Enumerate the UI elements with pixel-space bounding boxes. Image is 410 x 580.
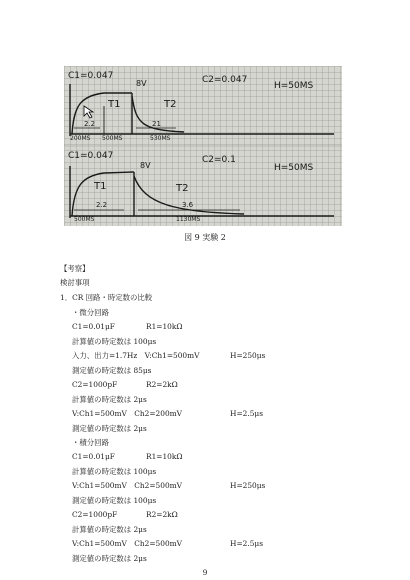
- top-right-time: 530MS: [150, 135, 171, 142]
- diff-h-setting: H=250μs: [230, 351, 266, 360]
- top-t2-label: T2: [164, 99, 177, 110]
- bottom-right-time: 1130MS: [176, 216, 201, 223]
- diff-r2: R2=2kΩ: [146, 380, 178, 389]
- diff-h-setting-2: H=2.5μs: [230, 409, 263, 418]
- top-h-label: H=50MS: [274, 81, 314, 91]
- int-row5: [72, 510, 178, 519]
- int-row2: 計算値の時定数は 100μs: [72, 467, 157, 476]
- bottom-t2-label: T2: [176, 183, 189, 194]
- page-number: 9: [202, 568, 208, 577]
- bottom-c1-label: C1=0.047: [68, 151, 114, 161]
- top-c1-label: C1=0.047: [68, 71, 114, 81]
- top-c2-label: C2=0.047: [202, 75, 248, 85]
- int-c1: C1=0.01μF: [72, 452, 115, 461]
- bottom-c2-label: C2=0.1: [202, 155, 236, 165]
- top-t2-value: 21: [152, 120, 161, 128]
- int-h-setting-2: H=2.5μs: [230, 539, 263, 548]
- top-t1-value: 2.2: [84, 120, 96, 128]
- diff-c1: C1=0.01μF: [72, 322, 115, 331]
- diff-row4: 測定値の時定数は 85μs: [72, 366, 152, 375]
- int-title: ・積分回路: [72, 438, 109, 447]
- bottom-t1-label: T1: [94, 181, 107, 192]
- int-row3: [72, 481, 266, 490]
- int-row8: 測定値の時定数は 2μs: [72, 554, 147, 563]
- diff-row8: 測定値の時定数は 2μs: [72, 424, 147, 433]
- int-row1: [72, 452, 183, 461]
- diff-row3: [72, 351, 266, 360]
- graph-photo: [64, 66, 342, 226]
- bottom-left-time: 500MS: [74, 216, 95, 223]
- top-left-time: 200MS: [70, 135, 91, 142]
- diff-input-settings: 入力、出力=1.7Hz V:Ch1=500mV: [72, 351, 200, 360]
- diff-row6: 計算値の時定数は 2μs: [72, 395, 147, 404]
- top-t1-label: T1: [108, 99, 121, 110]
- int-row6: 計算値の時定数は 2μs: [72, 525, 147, 534]
- diff-row7: [72, 409, 263, 418]
- top-v-label: 8V: [136, 79, 147, 88]
- int-row7: [72, 539, 263, 548]
- section-subheading: 検討事項: [60, 278, 90, 287]
- int-ch-settings-2: V:Ch1=500mV Ch2=500mV: [72, 539, 182, 548]
- int-r1: R1=10kΩ: [146, 452, 183, 461]
- bottom-v-label: 8V: [140, 161, 151, 170]
- int-c2: C2=1000pF: [72, 510, 118, 519]
- diff-row5: [72, 380, 178, 389]
- diff-c2: C2=1000pF: [72, 380, 118, 389]
- diff-r1: R1=10kΩ: [146, 322, 183, 331]
- diff-row1: [72, 322, 183, 331]
- item-heading: 1．CR 回路・時定数の比較: [60, 293, 153, 302]
- bottom-t2-value: 3.6: [182, 201, 194, 209]
- int-h-setting: H=250μs: [230, 481, 266, 490]
- diff-row2: 計算値の時定数は 100μs: [72, 337, 157, 346]
- diff-title: ・微分回路: [72, 308, 109, 317]
- top-mid-time: 500MS: [102, 135, 123, 142]
- bottom-t1-value: 2.2: [96, 201, 108, 209]
- int-r2: R2=2kΩ: [146, 510, 178, 519]
- section-heading: 【考察】: [60, 264, 90, 273]
- figure-caption: 図 9 実験 2: [184, 233, 226, 242]
- int-row4: 測定値の時定数は 100μs: [72, 496, 157, 505]
- int-ch-settings: V:Ch1=500mV Ch2=500mV: [72, 481, 182, 490]
- bottom-h-label: H=50MS: [274, 163, 314, 173]
- diff-ch-settings: V:Ch1=500mV Ch2=200mV: [72, 409, 182, 418]
